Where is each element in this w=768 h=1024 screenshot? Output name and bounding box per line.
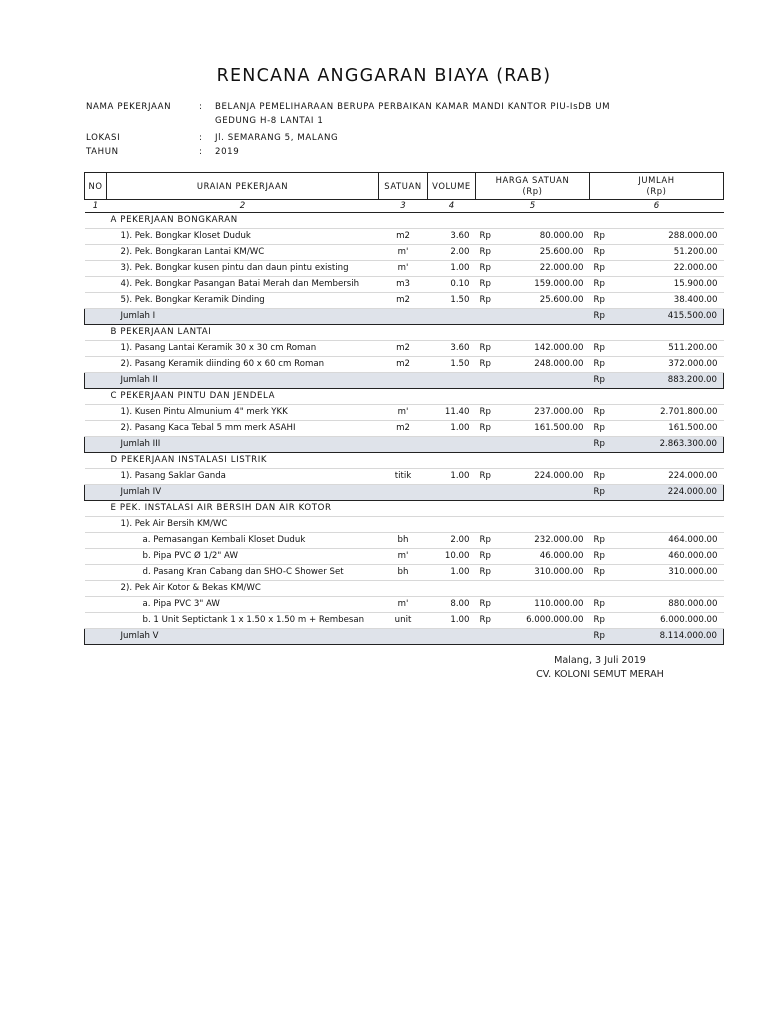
row-total: 224.000.00 <box>616 469 724 485</box>
colnum-5: 5 <box>476 200 590 213</box>
section-title: E PEK. INSTALASI AIR BERSIH DAN AIR KOTOR <box>107 501 724 517</box>
row-rp-price: Rp <box>476 421 500 437</box>
colnum-3: 3 <box>379 200 428 213</box>
table-row <box>85 261 724 277</box>
row-volume <box>428 517 476 533</box>
subtotal-value: 224.000.00 <box>616 485 724 501</box>
row-volume: 1.50 <box>428 293 476 309</box>
section-row <box>85 213 724 229</box>
row-total: 464.000.00 <box>616 533 724 549</box>
row-unit: unit <box>379 613 428 629</box>
table-row <box>85 597 724 613</box>
table-row <box>85 341 724 357</box>
row-unit: m' <box>379 597 428 613</box>
subtotal-rp: Rp <box>590 485 616 501</box>
meta-value: BELANJA PEMELIHARAAN BERUPA PERBAIKAN KAMAR MANDI KANTOR PIU-IsDB UM <box>215 102 611 112</box>
table-row <box>85 293 724 309</box>
subtotal-gap <box>379 629 590 645</box>
table-row <box>85 517 724 533</box>
row-unit: bh <box>379 533 428 549</box>
row-no <box>85 533 107 549</box>
subtotal-value: 8.114.000.00 <box>616 629 724 645</box>
row-total: 15.900.00 <box>616 277 724 293</box>
row-description: 1). Pasang Lantai Keramik 30 x 30 cm Roman <box>107 341 379 357</box>
row-no <box>85 565 107 581</box>
row-no <box>85 357 107 373</box>
row-rp-total: Rp <box>590 469 616 485</box>
row-price: 161.500.00 <box>500 421 590 437</box>
table-row <box>85 565 724 581</box>
row-description: 1). Pek. Bongkar Kloset Duduk <box>107 229 379 245</box>
row-price: 310.000.00 <box>500 565 590 581</box>
row-volume: 2.00 <box>428 245 476 261</box>
row-description: 2). Pek. Bongkaran Lantai KM/WC <box>107 245 379 261</box>
table-row <box>85 421 724 437</box>
row-unit: titik <box>379 469 428 485</box>
table-row <box>85 581 724 597</box>
meta-value: GEDUNG H-8 LANTAI 1 <box>215 116 324 126</box>
subtotal-row <box>85 629 724 645</box>
row-rp-price <box>476 581 500 597</box>
row-unit: m' <box>379 549 428 565</box>
subtotal-row <box>85 309 724 325</box>
row-rp-price <box>476 517 500 533</box>
header-harga-line1: HARGA SATUAN <box>495 175 570 185</box>
row-unit: m2 <box>379 421 428 437</box>
row-volume <box>428 581 476 597</box>
row-no <box>85 549 107 565</box>
table-row <box>85 613 724 629</box>
row-no <box>85 293 107 309</box>
meta-value: Jl. SEMARANG 5, MALANG <box>215 133 339 143</box>
row-total: 51.200.00 <box>616 245 724 261</box>
row-no <box>85 405 107 421</box>
row-rp-total <box>590 517 616 533</box>
table-row <box>85 277 724 293</box>
document-title: RENCANA ANGGARAN BIAYA (RAB) <box>216 66 552 86</box>
subtotal-rp: Rp <box>590 629 616 645</box>
table-row <box>85 405 724 421</box>
row-volume: 0.10 <box>428 277 476 293</box>
table-row <box>85 245 724 261</box>
row-total: 288.000.00 <box>616 229 724 245</box>
section-title: B PEKERJAAN LANTAI <box>107 325 724 341</box>
row-description: 2). Pasang Kaca Tebal 5 mm merk ASAHI <box>107 421 379 437</box>
row-price: 25.600.00 <box>500 245 590 261</box>
row-unit: m2 <box>379 341 428 357</box>
row-price <box>500 517 590 533</box>
row-total: 460.000.00 <box>616 549 724 565</box>
section-row <box>85 325 724 341</box>
row-rp-price: Rp <box>476 405 500 421</box>
header-jumlah-line1: JUMLAH <box>638 175 675 185</box>
row-total: 2.701.800.00 <box>616 405 724 421</box>
subtotal-empty <box>85 309 107 325</box>
row-description: 2). Pasang Keramik diinding 60 x 60 cm Roman <box>107 357 379 373</box>
row-unit <box>379 581 428 597</box>
header-satuan: SATUAN <box>379 173 428 200</box>
row-rp-price: Rp <box>476 229 500 245</box>
row-rp-total: Rp <box>590 613 616 629</box>
row-rp-price: Rp <box>476 293 500 309</box>
row-price: 46.000.00 <box>500 549 590 565</box>
rab-body <box>85 200 724 645</box>
row-volume: 11.40 <box>428 405 476 421</box>
section-title: C PEKERJAAN PINTU DAN JENDELA <box>107 389 724 405</box>
colnum-4: 4 <box>428 200 476 213</box>
row-rp-price: Rp <box>476 261 500 277</box>
row-total: 6.000.000.00 <box>616 613 724 629</box>
row-volume: 1.00 <box>428 565 476 581</box>
row-description: 4). Pek. Bongkar Pasangan Batai Merah dan Membersih <box>107 277 379 293</box>
row-rp-total: Rp <box>590 357 616 373</box>
row-description: d. Pasang Kran Cabang dan SHO-C Shower Set <box>107 565 379 581</box>
row-rp-price: Rp <box>476 357 500 373</box>
subtotal-gap <box>379 373 590 389</box>
row-rp-total: Rp <box>590 293 616 309</box>
table-row <box>85 533 724 549</box>
row-total <box>616 581 724 597</box>
row-price: 159.000.00 <box>500 277 590 293</box>
row-unit <box>379 517 428 533</box>
row-description: b. Pipa PVC Ø 1/2" AW <box>107 549 379 565</box>
row-price <box>500 581 590 597</box>
row-rp-price: Rp <box>476 565 500 581</box>
row-volume: 2.00 <box>428 533 476 549</box>
row-no <box>85 613 107 629</box>
row-rp-price: Rp <box>476 245 500 261</box>
row-no <box>85 517 107 533</box>
row-volume: 1.00 <box>428 421 476 437</box>
row-price: 25.600.00 <box>500 293 590 309</box>
row-price: 248.000.00 <box>500 357 590 373</box>
meta-colon: : <box>199 102 203 112</box>
row-unit: m' <box>379 405 428 421</box>
signature-date: Malang, 3 Juli 2019 <box>554 655 646 666</box>
row-total: 161.500.00 <box>616 421 724 437</box>
row-price: 6.000.000.00 <box>500 613 590 629</box>
row-price: 237.000.00 <box>500 405 590 421</box>
row-unit: m3 <box>379 277 428 293</box>
row-description: 2). Pek Air Kotor & Bekas KM/WC <box>107 581 379 597</box>
rab-table <box>84 172 724 645</box>
header-harga-line2: (Rp) <box>522 186 543 196</box>
row-rp-price: Rp <box>476 597 500 613</box>
subtotal-row <box>85 437 724 453</box>
meta-value: 2019 <box>215 147 240 157</box>
subtotal-rp: Rp <box>590 437 616 453</box>
row-price: 142.000.00 <box>500 341 590 357</box>
subtotal-gap <box>379 309 590 325</box>
meta-key: LOKASI <box>86 133 121 143</box>
row-unit: m' <box>379 261 428 277</box>
row-unit: m2 <box>379 293 428 309</box>
row-no <box>85 469 107 485</box>
section-title: A PEKERJAAN BONGKARAN <box>107 213 724 229</box>
row-rp-total: Rp <box>590 405 616 421</box>
row-unit: bh <box>379 565 428 581</box>
row-rp-total: Rp <box>590 229 616 245</box>
table-row <box>85 549 724 565</box>
row-volume: 3.60 <box>428 229 476 245</box>
table-header-row <box>85 173 724 200</box>
section-cell <box>85 389 107 405</box>
signature-block <box>520 654 680 682</box>
row-rp-total: Rp <box>590 597 616 613</box>
colnum-6: 6 <box>590 200 724 213</box>
colnum-2: 2 <box>107 200 379 213</box>
header-uraian: URAIAN PEKERJAAN <box>107 173 379 200</box>
row-rp-total: Rp <box>590 245 616 261</box>
section-cell <box>85 325 107 341</box>
row-total: 38.400.00 <box>616 293 724 309</box>
signature-company: CV. KOLONI SEMUT MERAH <box>536 669 664 680</box>
subtotal-label: Jumlah V <box>107 629 379 645</box>
section-row <box>85 501 724 517</box>
table-row <box>85 357 724 373</box>
row-rp-total: Rp <box>590 341 616 357</box>
meta-key: TAHUN <box>86 147 119 157</box>
subtotal-rp: Rp <box>590 373 616 389</box>
row-description: 3). Pek. Bongkar kusen pintu dan daun pintu existing <box>107 261 379 277</box>
row-no <box>85 277 107 293</box>
subtotal-empty <box>85 373 107 389</box>
row-description: 1). Pek Air Bersih KM/WC <box>107 517 379 533</box>
row-no <box>85 421 107 437</box>
subtotal-label: Jumlah IV <box>107 485 379 501</box>
row-rp-price: Rp <box>476 549 500 565</box>
subtotal-value: 883.200.00 <box>616 373 724 389</box>
subtotal-gap <box>379 485 590 501</box>
subtotal-value: 2.863.300.00 <box>616 437 724 453</box>
row-description: a. Pipa PVC 3" AW <box>107 597 379 613</box>
section-row <box>85 389 724 405</box>
row-price: 80.000.00 <box>500 229 590 245</box>
row-rp-total: Rp <box>590 565 616 581</box>
subtotal-row <box>85 485 724 501</box>
subtotal-rp: Rp <box>590 309 616 325</box>
header-harga <box>476 173 590 200</box>
row-volume: 8.00 <box>428 597 476 613</box>
row-no <box>85 597 107 613</box>
row-volume: 3.60 <box>428 341 476 357</box>
subtotal-empty <box>85 437 107 453</box>
subtotal-empty <box>85 485 107 501</box>
header-no: NO <box>85 173 107 200</box>
row-rp-total: Rp <box>590 533 616 549</box>
row-rp-total: Rp <box>590 261 616 277</box>
subtotal-label: Jumlah III <box>107 437 379 453</box>
row-total: 880.000.00 <box>616 597 724 613</box>
row-total: 372.000.00 <box>616 357 724 373</box>
section-cell <box>85 501 107 517</box>
row-volume: 1.00 <box>428 613 476 629</box>
subtotal-label: Jumlah II <box>107 373 379 389</box>
row-total: 511.200.00 <box>616 341 724 357</box>
row-no <box>85 229 107 245</box>
row-total: 310.000.00 <box>616 565 724 581</box>
meta-colon: : <box>199 147 203 157</box>
row-no <box>85 261 107 277</box>
row-total <box>616 517 724 533</box>
row-unit: m2 <box>379 357 428 373</box>
row-rp-total <box>590 581 616 597</box>
colnum-1: 1 <box>85 200 107 213</box>
row-rp-total: Rp <box>590 421 616 437</box>
header-jumlah-line2: (Rp) <box>646 186 667 196</box>
column-number-row <box>85 200 724 213</box>
subtotal-label: Jumlah I <box>107 309 379 325</box>
row-rp-price: Rp <box>476 341 500 357</box>
meta-colon: : <box>199 133 203 143</box>
row-description: 5). Pek. Bongkar Keramik Dinding <box>107 293 379 309</box>
subtotal-empty <box>85 629 107 645</box>
row-no <box>85 245 107 261</box>
row-unit: m2 <box>379 229 428 245</box>
row-volume: 1.50 <box>428 357 476 373</box>
section-cell <box>85 213 107 229</box>
row-description: b. 1 Unit Septictank 1 x 1.50 x 1.50 m + Rembesan <box>107 613 379 629</box>
header-jumlah <box>590 173 724 200</box>
row-unit: m' <box>379 245 428 261</box>
row-no <box>85 581 107 597</box>
row-volume: 10.00 <box>428 549 476 565</box>
subtotal-gap <box>379 437 590 453</box>
row-volume: 1.00 <box>428 261 476 277</box>
section-cell <box>85 453 107 469</box>
row-price: 232.000.00 <box>500 533 590 549</box>
meta-key: NAMA PEKERJAAN <box>86 102 172 112</box>
row-rp-total: Rp <box>590 277 616 293</box>
header-volume: VOLUME <box>428 173 476 200</box>
table-row <box>85 469 724 485</box>
row-rp-price: Rp <box>476 613 500 629</box>
row-no <box>85 341 107 357</box>
row-description: a. Pemasangan Kembali Kloset Duduk <box>107 533 379 549</box>
row-volume: 1.00 <box>428 469 476 485</box>
row-description: 1). Pasang Saklar Ganda <box>107 469 379 485</box>
row-price: 22.000.00 <box>500 261 590 277</box>
table-row <box>85 229 724 245</box>
row-description: 1). Kusen Pintu Almunium 4" merk YKK <box>107 405 379 421</box>
subtotal-row <box>85 373 724 389</box>
row-price: 224.000.00 <box>500 469 590 485</box>
row-rp-price: Rp <box>476 533 500 549</box>
section-row <box>85 453 724 469</box>
subtotal-value: 415.500.00 <box>616 309 724 325</box>
row-total: 22.000.00 <box>616 261 724 277</box>
row-price: 110.000.00 <box>500 597 590 613</box>
section-title: D PEKERJAAN INSTALASI LISTRIK <box>107 453 724 469</box>
row-rp-total: Rp <box>590 549 616 565</box>
row-rp-price: Rp <box>476 469 500 485</box>
row-rp-price: Rp <box>476 277 500 293</box>
